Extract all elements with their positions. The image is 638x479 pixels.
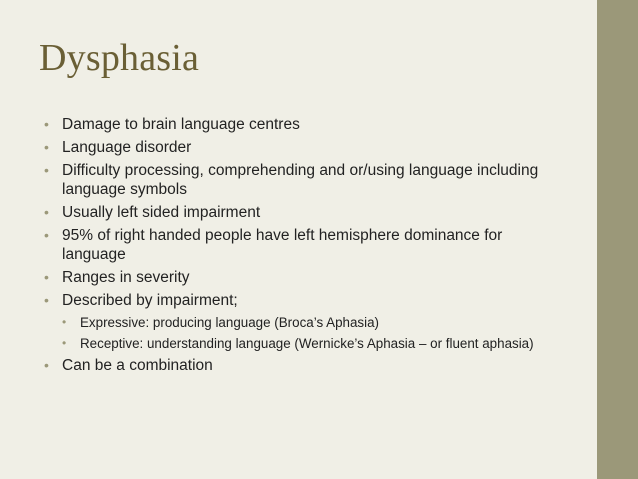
sub-bullet-dot-icon: • xyxy=(62,336,67,350)
bullet-dot-icon: • xyxy=(44,227,49,243)
bullet-item xyxy=(44,138,564,157)
bullet-dot-icon: • xyxy=(44,116,49,132)
sub-bullet-list xyxy=(62,314,564,352)
bullet-text: Usually left sided impairment xyxy=(62,204,261,221)
sub-bullet-item xyxy=(62,314,564,331)
bullet-item xyxy=(44,115,564,134)
sub-bullet-text: Receptive: understanding language (Wernicke’s Aphasia – or fluent aphasia) xyxy=(80,336,534,351)
bullet-dot-icon: • xyxy=(44,357,49,373)
bullet-text: Described by impairment; xyxy=(62,292,238,309)
sub-bullet-text: Expressive: producing language (Broca’s Aphasia) xyxy=(80,315,379,330)
bullet-text: Damage to brain language centres xyxy=(62,116,300,133)
bullet-item xyxy=(44,291,564,352)
bullet-item xyxy=(44,226,564,264)
sub-bullet-dot-icon: • xyxy=(62,315,67,329)
bullet-dot-icon: • xyxy=(44,162,49,178)
bullet-dot-icon: • xyxy=(44,204,49,220)
bullet-item xyxy=(44,356,564,375)
bullet-text: 95% of right handed people have left hemisphere dominance for language xyxy=(62,227,503,263)
bullet-text: Difficulty processing, comprehending and or/using language including language symbols xyxy=(62,162,539,198)
bullet-list xyxy=(44,115,564,379)
bullet-item xyxy=(44,203,564,222)
bullet-item xyxy=(44,161,564,199)
bullet-text: Language disorder xyxy=(62,139,192,156)
bullet-dot-icon: • xyxy=(44,269,49,285)
bullet-dot-icon: • xyxy=(44,139,49,155)
bullet-text: Can be a combination xyxy=(62,357,213,374)
slide-title: Dysphasia xyxy=(39,37,200,79)
sub-bullet-item xyxy=(62,335,564,352)
bullet-item xyxy=(44,268,564,287)
bullet-dot-icon: • xyxy=(44,292,49,308)
sidebar-accent-band xyxy=(597,0,638,479)
bullet-text: Ranges in severity xyxy=(62,269,190,286)
